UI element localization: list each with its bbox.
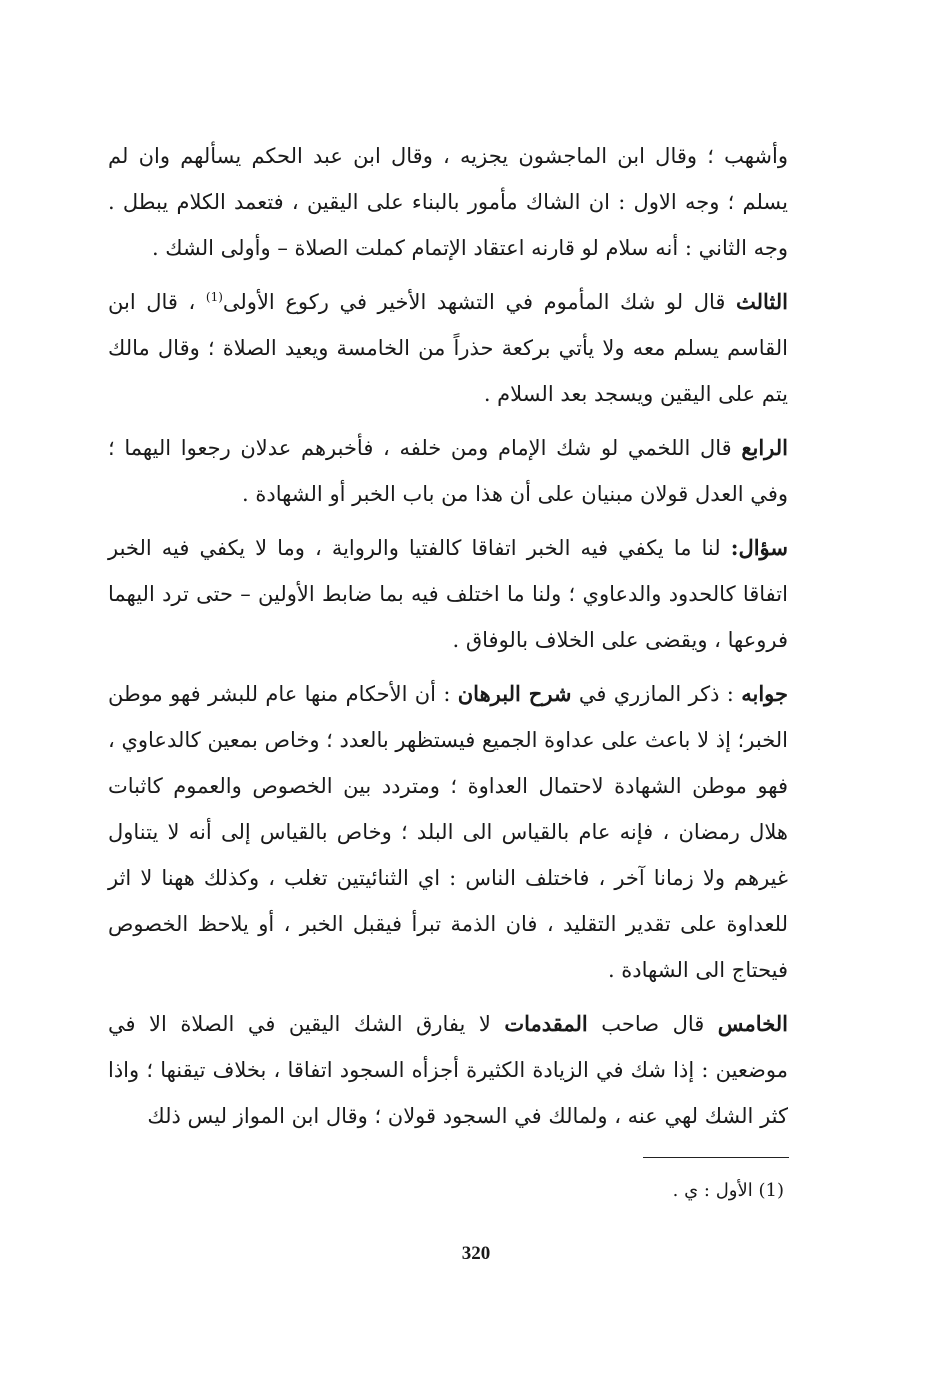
paragraph-text: قال اللخمي لو شك الإمام ومن خلفه ، فأخبرهم عدلان رجعوا اليهما ؛ وفي العدل قولان مبنيان على أن هذا من باب الخبر أو الشهادة . — [108, 436, 788, 506]
paragraph-2 — [108, 279, 788, 417]
paragraph-text: ، قال ابن القاسم يسلم معه ولا يأتي بركعة حذراً من الخامسة ويعيد الصلاة ؛ وقال مالك يتم على اليقين ويسجد بعد السلام . — [108, 290, 788, 406]
paragraph-5 — [108, 671, 788, 993]
paragraph-6 — [108, 1001, 788, 1139]
paragraph-text: لا يفارق الشك اليقين في الصلاة الا في موضعين : إذا شك في الزيادة الكثيرة أجزأه السجود اتفاقا ، بخلاف تيقنها ؛ واذا كثر الشك لهي عنه ، ولمالك في السجود قولان ؛ وقال ابن المواز ليس ذلك — [108, 1012, 788, 1128]
book-title: شرح البرهان — [457, 681, 572, 706]
paragraph-text: وأشهب ؛ وقال ابن الماجشون يجزيه ، وقال ابن عبد الحكم يسألهم وان لم يسلم ؛ وجه الاول : ان الشاك مأمور بالبناء على اليقين ، فتعمد الكلام يبطل . وجه الثاني : أنه سلام لو قارنه اعتقاد الإتمام كملت الصلاة – وأولى الشك . — [108, 144, 788, 260]
paragraph-heading: جوابه — [741, 681, 788, 706]
paragraph-heading: الرابع — [741, 435, 788, 460]
paragraph-text: لنا ما يكفي فيه الخبر اتفاقا كالفتيا والرواية ، وما لا يكفي فيه الخبر اتفاقا كالحدود والدعاوي ؛ ولنا ما اختلف فيه بما ضابط الأولين – حتى ترد اليهما فروعها ، ويقضى على الخلاف بالوفاق . — [108, 536, 788, 652]
paragraph-text: قال لو شك المأموم في التشهد الأخير في ركوع الأولى — [222, 290, 736, 314]
paragraph-text: : أن الأحكام منها عام للبشر فهو موطن الخبر؛ إذ لا باعث على عداوة الجميع فيستظهر بالعدد ؛ وخاص بمعين كالدعاوي ، فهو موطن الشهادة لاحتمال العداوة ؛ ومتردد بين الخصوص والعموم كاثبات هلال رمضان ، فإنه عام بالقياس الى البلد ؛ وخاص بالقياس إلى أنه لا يتناول غيرهم ولا زمانا آخر ، فاختلف الناس : اي الثنائيتين تغلب ، وكذلك ههنا لا اثر للعداوة على تقدير التقليد ، فان الذمة تبرأ فيقبل الخبر ، أو يلاحظ الخصوص فيحتاج الى الشهادة . — [108, 682, 788, 982]
paragraph-3 — [108, 425, 788, 517]
paragraph-text: قال صاحب — [587, 1012, 718, 1036]
paragraph-heading: الخامس — [717, 1011, 788, 1036]
footnote-divider — [643, 1157, 789, 1158]
footnote — [460, 1176, 784, 1206]
main-text — [108, 133, 788, 1147]
footnote-reference: (1) — [205, 290, 223, 304]
paragraph-heading: الثالث — [736, 289, 788, 314]
paragraph-4 — [108, 525, 788, 663]
page-number: 320 — [461, 1243, 491, 1264]
footnote-marker: (1) — [758, 1180, 784, 1201]
paragraph-heading: سؤال: — [730, 535, 788, 560]
book-title: المقدمات — [504, 1011, 588, 1036]
footnote-text: الأول : ي . — [672, 1180, 759, 1201]
paragraph-1 — [108, 133, 788, 271]
paragraph-text: : ذكر المازري في — [571, 682, 742, 706]
